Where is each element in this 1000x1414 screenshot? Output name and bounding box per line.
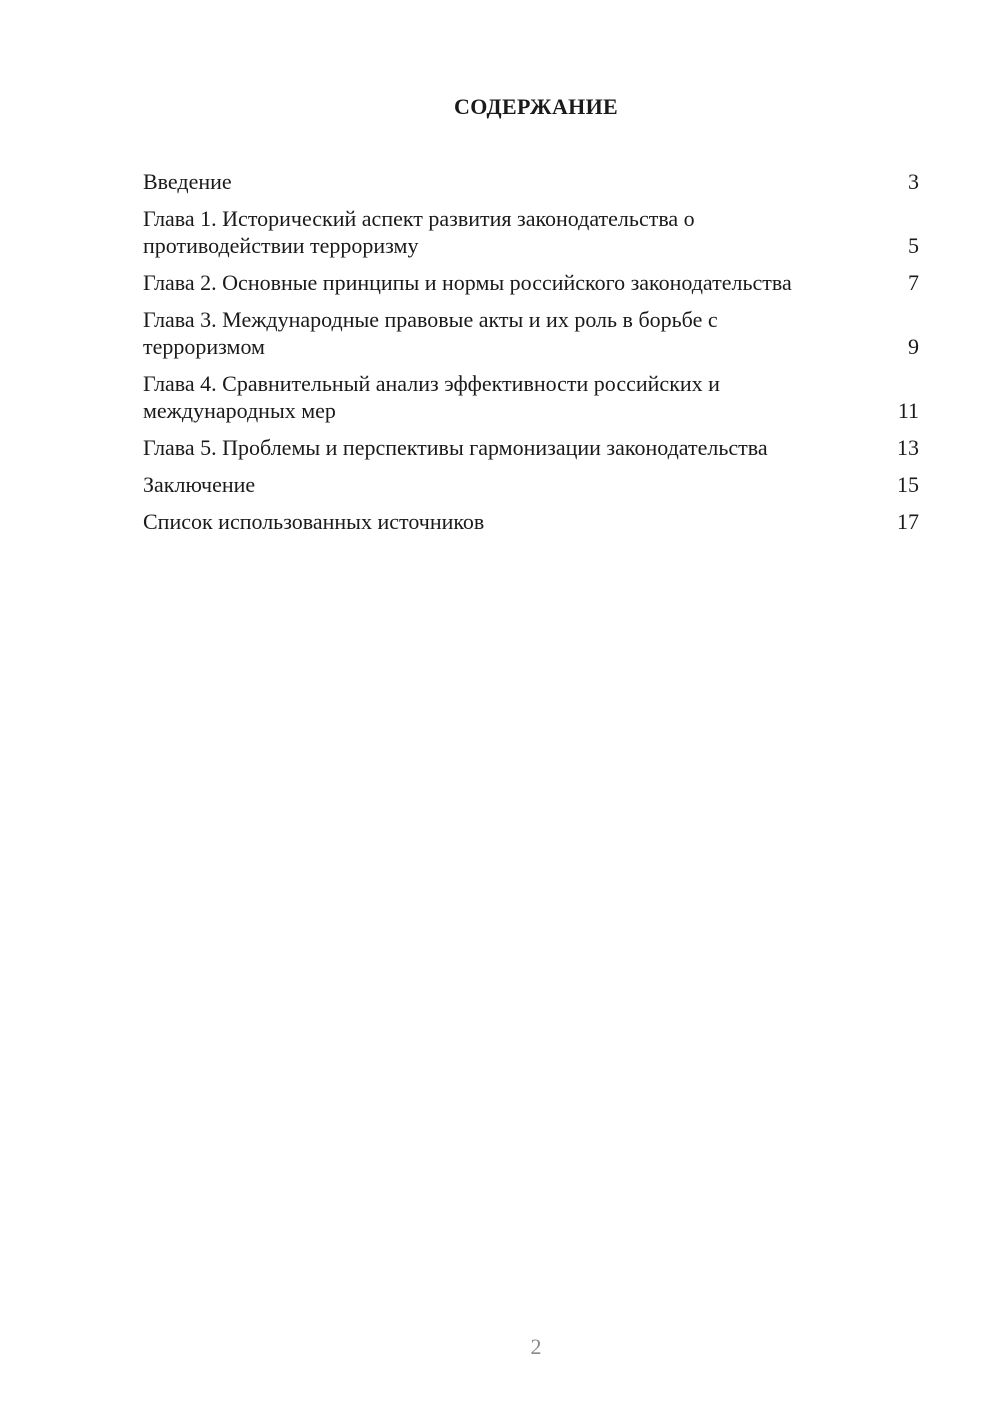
toc-entry-label: Глава 3. Международные правовые акты и их роль в борьбе с терроризмом	[143, 307, 718, 359]
toc-entry-label: Заключение	[143, 472, 256, 497]
toc-entry-page: 7	[908, 270, 919, 295]
toc-entry-conclusion[interactable]	[143, 471, 919, 498]
table-of-contents	[143, 168, 919, 545]
toc-entry-chapter-1[interactable]	[143, 205, 919, 259]
toc-entry-introduction[interactable]	[143, 168, 919, 195]
toc-entry-page: 13	[897, 435, 919, 460]
toc-entry-label: Глава 1. Исторический аспект развития законодательства о противодействии терроризму	[143, 206, 695, 258]
toc-entry-page: 11	[897, 398, 919, 423]
toc-entry-label: Глава 5. Проблемы и перспективы гармонизации законодательства	[143, 435, 768, 460]
toc-entry-label: Введение	[143, 169, 232, 194]
toc-entry-page: 3	[908, 169, 919, 194]
toc-entry-page: 9	[908, 334, 919, 359]
toc-entry-chapter-5[interactable]	[143, 434, 919, 461]
toc-entry-label: Глава 2. Основные принципы и нормы российского законодательства	[143, 270, 792, 295]
toc-entry-chapter-3[interactable]	[143, 306, 919, 360]
page-number: 2	[530, 1334, 542, 1359]
toc-entry-chapter-2[interactable]	[143, 269, 919, 296]
toc-entry-page: 5	[908, 233, 919, 258]
page-title: СОДЕРЖАНИЕ	[454, 94, 618, 119]
toc-entry-page: 15	[897, 472, 919, 497]
toc-entry-label: Список использованных источников	[143, 509, 485, 534]
toc-entry-references[interactable]	[143, 508, 919, 535]
toc-entry-page: 17	[897, 509, 919, 534]
toc-entry-label: Глава 4. Сравнительный анализ эффективности российских и международных мер	[143, 371, 720, 423]
toc-entry-chapter-4[interactable]	[143, 370, 919, 424]
